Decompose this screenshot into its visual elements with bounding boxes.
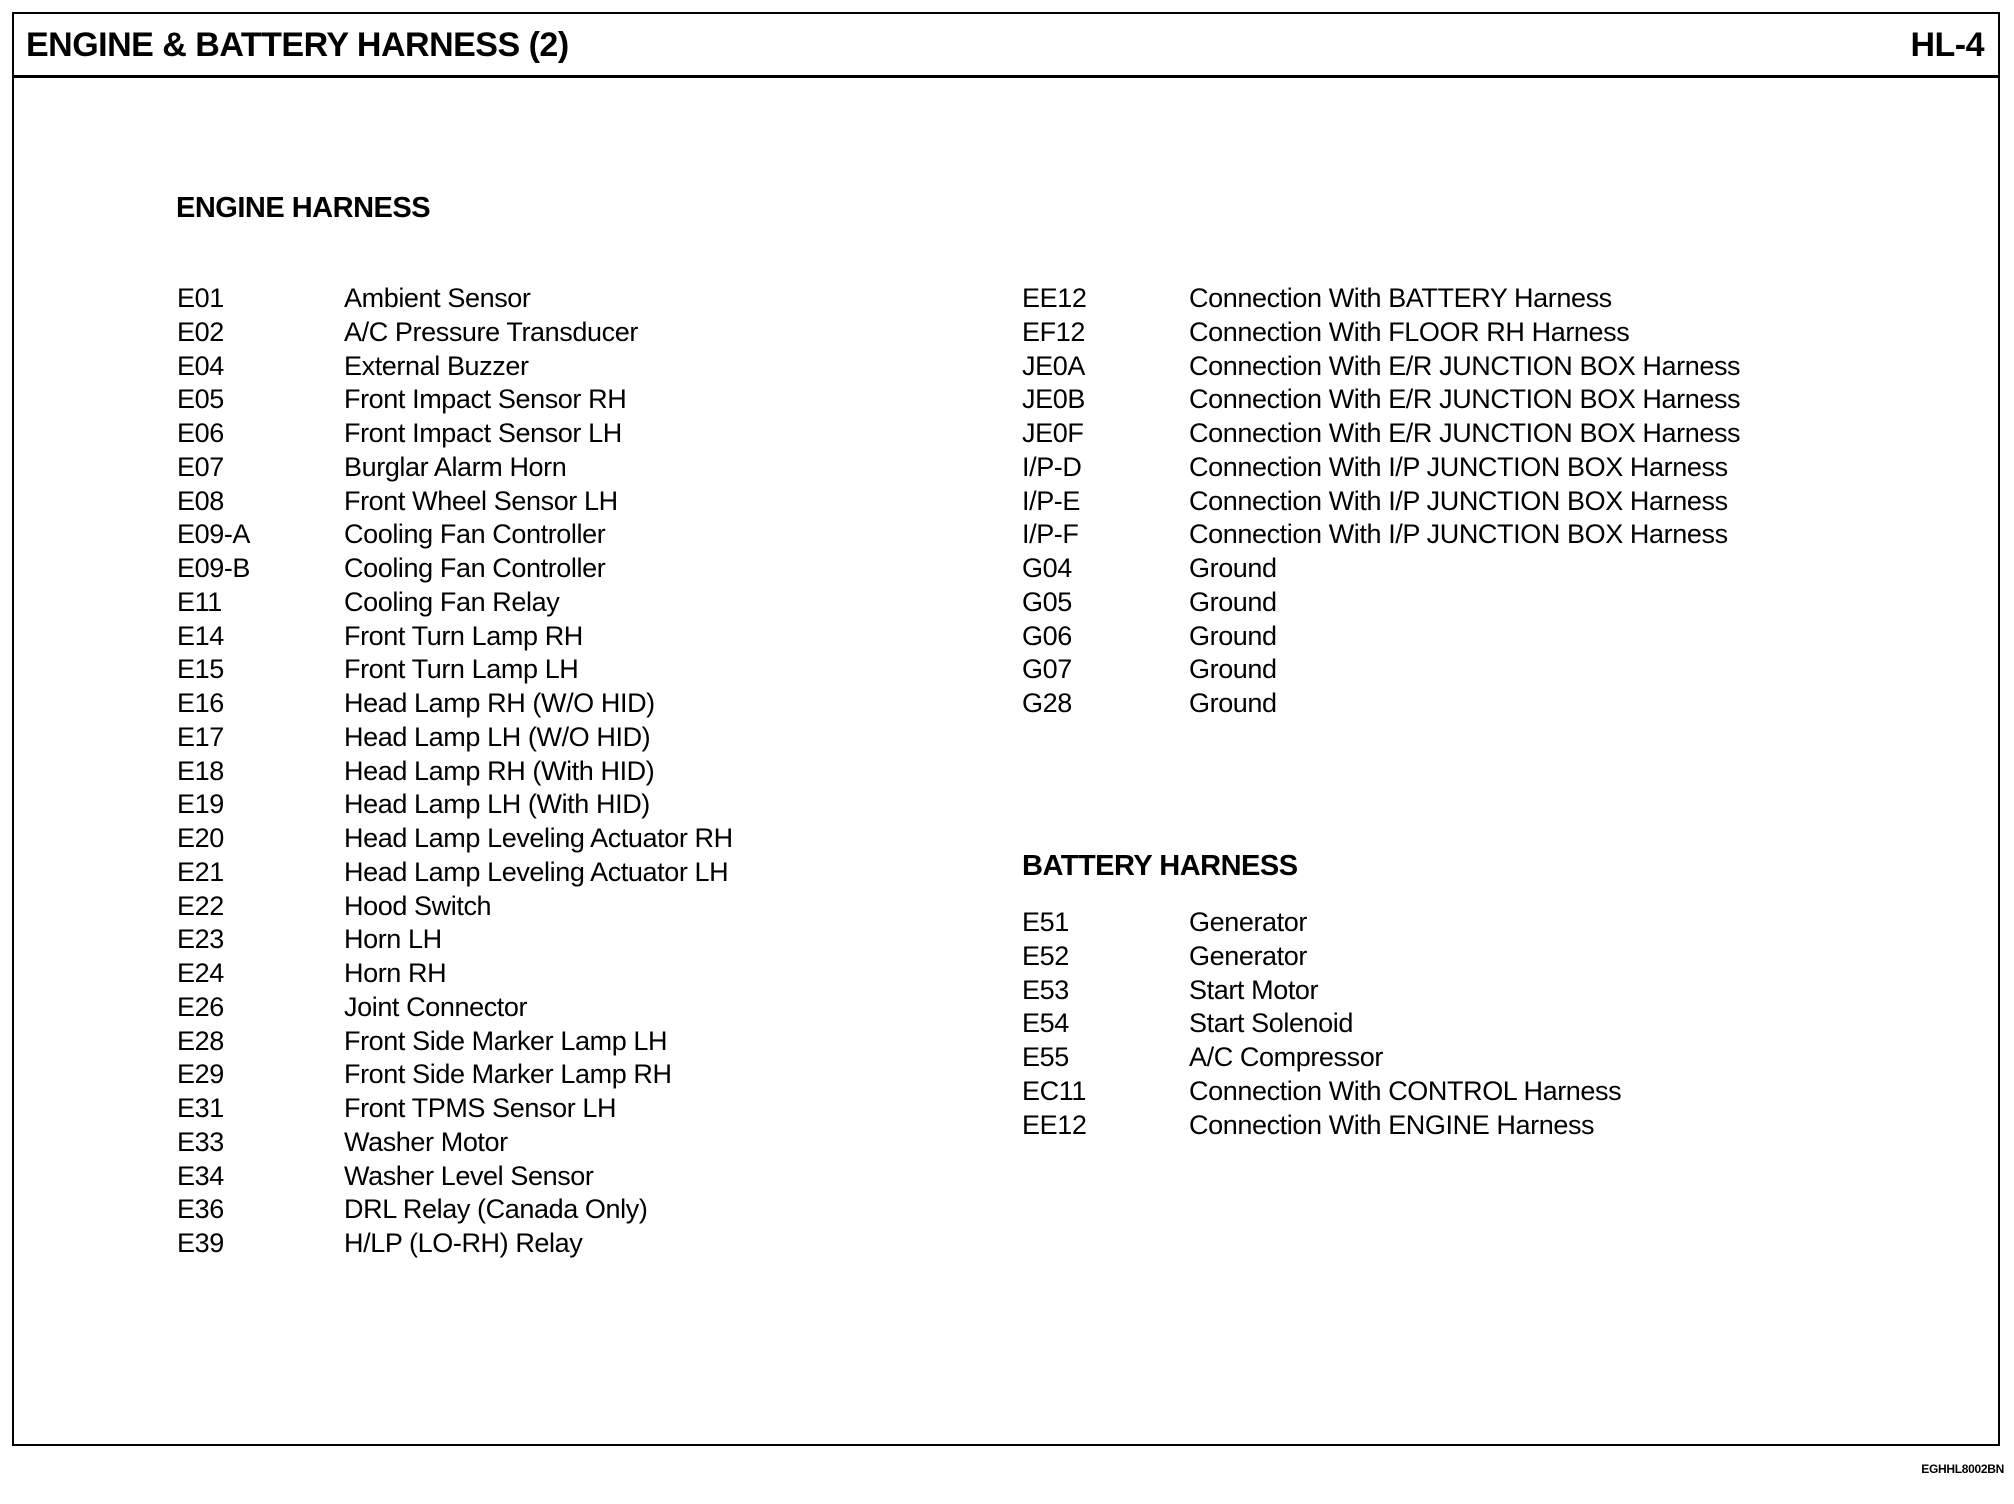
connector-description: Ground [1189,586,1277,617]
connector-code: EE12 [1022,283,1087,313]
connector-code: E51 [1022,907,1069,937]
connector-code: E11 [177,586,222,617]
connector-code: E04 [177,350,224,381]
connector-code: G05 [1022,586,1072,617]
connector-code: E33 [177,1126,224,1157]
connector-description: Head Lamp LH (With HID) [344,789,650,820]
connector-code: G04 [1022,553,1072,583]
connector-code: E24 [177,958,224,988]
connector-description: Head Lamp RH (With HID) [344,755,655,786]
connector-code: E54 [1022,1008,1069,1039]
connector-description: A/C Pressure Transducer [344,316,638,347]
connector-description: Horn RH [344,958,447,988]
connector-description: Ground [1189,553,1277,583]
connector-code: E52 [1022,940,1069,971]
connector-code: E29 [177,1059,224,1090]
connector-description: Head Lamp Leveling Actuator LH [344,856,729,887]
connector-description: External Buzzer [344,350,529,381]
connector-code: E17 [177,721,224,752]
connector-code: E08 [177,485,224,516]
connector-description: DRL Relay (Canada Only) [344,1194,648,1225]
connector-description: Generator [1189,907,1307,937]
connector-description: Generator [1189,940,1307,971]
connector-code: EC11 [1022,1075,1086,1106]
connector-description: Front Wheel Sensor LH [344,485,618,516]
connector-description: Connection With E/R JUNCTION BOX Harness [1189,418,1741,448]
connector-code: E06 [177,418,224,448]
connector-description: Ground [1189,620,1277,651]
connector-code: E18 [177,755,224,786]
connector-code: E09-A [177,519,251,550]
connector-code: E53 [1022,974,1069,1005]
connector-code: E02 [177,316,224,347]
connector-description: Ambient Sensor [344,283,531,313]
connector-description: Washer Level Sensor [344,1160,594,1191]
connector-description: Front Turn Lamp LH [344,654,579,685]
connector-code: G28 [1022,688,1072,718]
connector-code: EF12 [1022,316,1085,347]
connector-code: E15 [177,654,224,685]
connector-code: E39 [177,1228,224,1258]
connector-description: H/LP (LO-RH) Relay [344,1228,583,1258]
connector-code: E19 [177,789,224,820]
connector-code: E01 [177,283,224,313]
connector-description: Start Motor [1189,974,1319,1005]
connector-description: Head Lamp Leveling Actuator RH [344,823,733,853]
connector-code: E23 [177,924,224,955]
connector-description: Cooling Fan Relay [344,586,560,617]
connector-code: E26 [177,991,224,1022]
connector-code: E20 [177,823,224,853]
connector-description: Connection With I/P JUNCTION BOX Harness [1189,519,1728,550]
connector-description: Front Side Marker Lamp LH [344,1025,668,1056]
connector-description: Front TPMS Sensor LH [344,1093,617,1123]
figure-code: EGHHL8002BN [1921,1462,2004,1476]
connector-code: E16 [177,688,224,718]
connector-code: I/P-D [1022,451,1082,482]
connector-code: I/P-E [1022,485,1081,516]
page-code: HL-4 [1910,26,1984,64]
connector-code: I/P-F [1022,519,1079,550]
connector-code: E05 [177,384,224,415]
connector-code: E07 [177,451,224,482]
connector-description: Connection With I/P JUNCTION BOX Harness [1189,451,1728,482]
connector-code: G07 [1022,654,1072,685]
connector-code: E14 [177,620,224,651]
header-bar [14,14,1998,78]
connector-description: Washer Motor [344,1126,508,1157]
battery-harness-heading: BATTERY HARNESS [1022,850,1298,882]
connector-description: Burglar Alarm Horn [344,451,567,482]
connector-description: Ground [1189,654,1277,685]
connector-description: Connection With E/R JUNCTION BOX Harness [1189,384,1741,415]
connector-description: Connection With E/R JUNCTION BOX Harness [1189,350,1741,381]
connector-code: E55 [1022,1042,1069,1072]
connector-description: Hood Switch [344,890,492,921]
connector-description: Connection With I/P JUNCTION BOX Harness [1189,485,1728,516]
connector-code: E21 [177,856,224,887]
connector-description: Connection With FLOOR RH Harness [1189,316,1630,347]
connector-code: JE0B [1022,384,1085,415]
connector-code: JE0A [1022,350,1085,381]
connector-description: Connection With CONTROL Harness [1189,1075,1622,1106]
connector-code: E09-B [177,553,251,583]
connector-description: Joint Connector [344,991,528,1022]
connector-description: Connection With ENGINE Harness [1189,1109,1595,1140]
connector-description: Front Impact Sensor LH [344,418,622,448]
page-frame [12,12,2000,1446]
connector-description: Front Turn Lamp RH [344,620,583,651]
connector-code: JE0F [1022,418,1084,448]
connector-code: E28 [177,1025,224,1056]
connector-description: A/C Compressor [1189,1042,1383,1072]
connector-description: Horn LH [344,924,442,955]
page-title: ENGINE & BATTERY HARNESS (2) [26,26,569,64]
connector-description: Start Solenoid [1189,1008,1354,1039]
connector-code: G06 [1022,620,1072,651]
connector-code: E31 [177,1093,224,1123]
connector-description: Cooling Fan Controller [344,519,606,550]
connector-description: Connection With BATTERY Harness [1189,283,1612,313]
connector-description: Front Side Marker Lamp RH [344,1059,672,1090]
connector-code: EE12 [1022,1109,1087,1140]
connector-description: Head Lamp RH (W/O HID) [344,688,655,718]
connector-code: E36 [177,1194,224,1225]
connector-description: Cooling Fan Controller [344,553,606,583]
connector-description: Ground [1189,688,1277,718]
connector-code: E34 [177,1160,224,1191]
connector-description: Head Lamp LH (W/O HID) [344,721,651,752]
connector-code: E22 [177,890,224,921]
connector-description: Front Impact Sensor RH [344,384,627,415]
engine-harness-heading: ENGINE HARNESS [176,192,431,224]
